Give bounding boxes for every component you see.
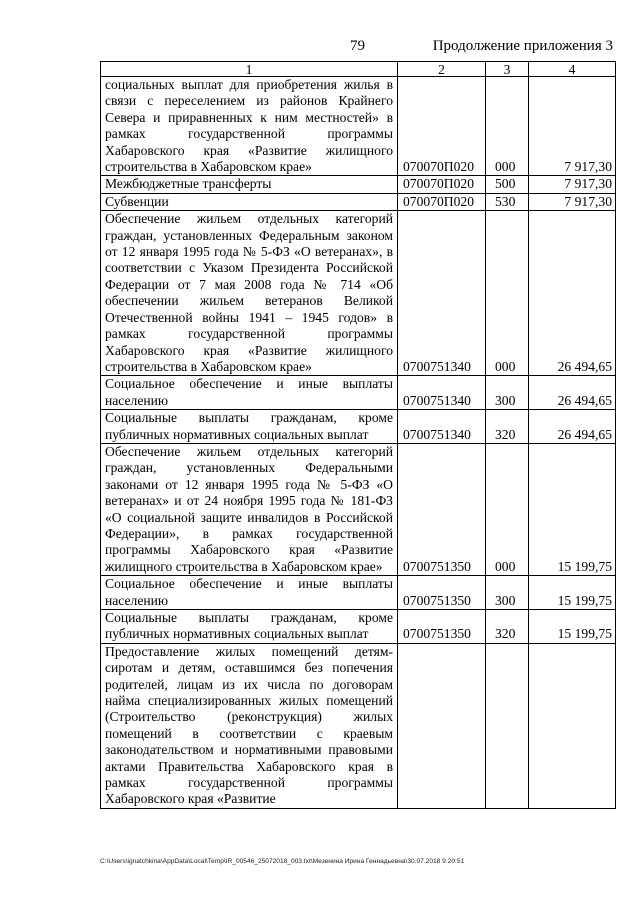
table-row: [101, 610, 616, 644]
row-type: 000: [486, 77, 529, 176]
table-row: [101, 176, 616, 193]
row-code: 0700751340: [398, 410, 486, 444]
row-description: социальных выплат для приобретения жилья в связи с переселением из районов Крайнего Севера и приравненных к ним местностей» в рамках государственной программы Хабаровского края «Развитие жилищного строительства в Хабаровском крае»: [101, 77, 398, 176]
row-code: [398, 643, 486, 808]
row-description: Социальные выплаты гражданам, кроме публичных нормативных социальных выплат: [101, 410, 398, 444]
table-row: [101, 576, 616, 610]
row-code: 0700751340: [398, 376, 486, 410]
row-amount: [529, 643, 616, 808]
header-col-1: 1: [101, 62, 398, 77]
row-description: Социальное обеспечение и иные выплаты населению: [101, 576, 398, 610]
row-type: [486, 643, 529, 808]
row-description: Субвенции: [101, 193, 398, 210]
budget-table: [100, 61, 616, 809]
row-amount: 26 494,65: [529, 211, 616, 376]
table-header-row: [101, 62, 616, 77]
row-code: 0700751350: [398, 576, 486, 610]
row-amount: 15 199,75: [529, 576, 616, 610]
row-amount: 15 199,75: [529, 443, 616, 575]
row-type: 500: [486, 176, 529, 193]
row-type: 000: [486, 443, 529, 575]
table-row: [101, 77, 616, 176]
file-path-footer: C:\Users\ignatchkina\AppData\Local\Temp\IR_00546_25072018_003.txt\Мезенина Ирина Геннадьевна\30.07.2018 9:20:51: [100, 858, 465, 865]
row-amount: 15 199,75: [529, 610, 616, 644]
row-code: 070070П020: [398, 77, 486, 176]
row-description: Межбюджетные трансферты: [101, 176, 398, 193]
row-description: Обеспечение жильем отдельных категорий граждан, установленных Федеральным законом от 12 января 1995 года № 5-ФЗ «О ветеранах», в соответствии с Указом Президента Российской Федерации от 7 мая 2008 года № 714 «Об обеспечении жильем ветеранов Великой Отечественной войны 1941 – 1945 годов» в рамках государственной программы Хабаровского края «Развитие жилищного строительства в Хабаровском крае»: [101, 211, 398, 376]
header-col-4: 4: [529, 62, 616, 77]
table-row: [101, 376, 616, 410]
row-code: 070070П020: [398, 193, 486, 210]
row-amount: 7 917,30: [529, 193, 616, 210]
row-type: 320: [486, 610, 529, 644]
page-number: 79: [350, 38, 365, 54]
header-col-2: 2: [398, 62, 486, 77]
row-type: 300: [486, 576, 529, 610]
row-description: Социальные выплаты гражданам, кроме публичных нормативных социальных выплат: [101, 610, 398, 644]
row-description: Социальное обеспечение и иные выплаты населению: [101, 376, 398, 410]
row-type: 530: [486, 193, 529, 210]
row-code: 070070П020: [398, 176, 486, 193]
row-code: 0700751350: [398, 443, 486, 575]
header-col-3: 3: [486, 62, 529, 77]
row-amount: 7 917,30: [529, 77, 616, 176]
table-row: [101, 443, 616, 575]
row-amount: 26 494,65: [529, 376, 616, 410]
row-code: 0700751350: [398, 610, 486, 644]
table-row: [101, 410, 616, 444]
row-description: Обеспечение жильем отдельных категорий граждан, установленных Федеральными законами от 12 января 1995 года № 5-ФЗ «О ветеранах» и от 24 ноября 1995 года № 181-ФЗ «О социальной защите инвалидов в Российской Федерации», в рамках государственной программы Хабаровского края «Развитие жилищного строительства в Хабаровском крае»: [101, 443, 398, 575]
table-row: [101, 643, 616, 808]
row-type: 000: [486, 211, 529, 376]
continuation-label: Продолжение приложения 3: [432, 38, 613, 54]
row-type: 300: [486, 376, 529, 410]
row-code: 0700751340: [398, 211, 486, 376]
table-row: [101, 193, 616, 210]
row-type: 320: [486, 410, 529, 444]
row-amount: 7 917,30: [529, 176, 616, 193]
row-description: Предоставление жилых помещений детям-сиротам и детям, оставшимся без попечения родителей, лицам из их числа по договорам найма специализированных жилых помещений (Строительство (реконструкция) жилых помещений в соответствии с краевым законодательством и нормативными правовыми актами Правительства Хабаровского края в рамках государственной программы Хабаровского края «Развитие: [101, 643, 398, 808]
row-amount: 26 494,65: [529, 410, 616, 444]
table-row: [101, 211, 616, 376]
